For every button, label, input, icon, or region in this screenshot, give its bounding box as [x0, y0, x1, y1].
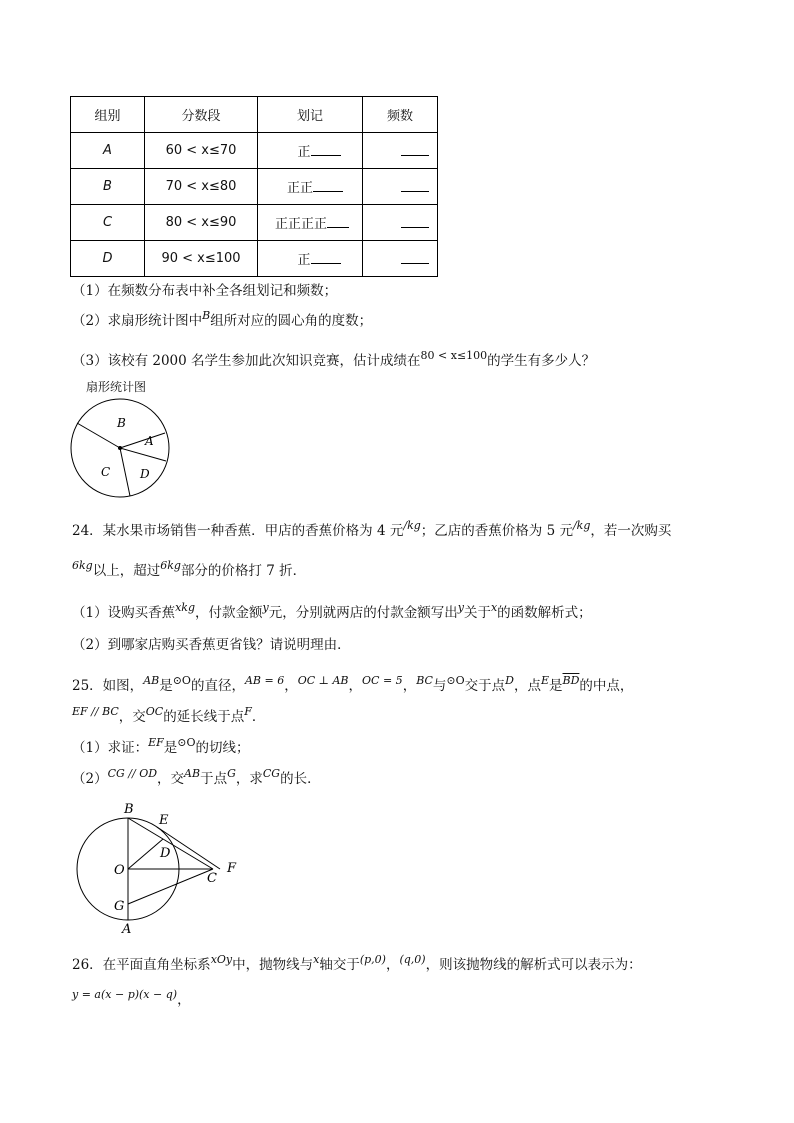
text: ，付款金额 — [195, 605, 263, 621]
text: ， — [177, 992, 191, 1008]
math: CG — [262, 767, 281, 780]
text: ，则该抛物线的解析式可以表示为： — [425, 957, 642, 973]
math: y — [262, 601, 269, 614]
pie-center — [118, 446, 122, 450]
math: xkg — [175, 601, 196, 614]
label-d: D — [160, 846, 171, 861]
text: ，求 — [235, 771, 263, 787]
frequency-cell — [363, 133, 438, 169]
math: EF — [148, 736, 164, 749]
tally-text: 正正正正 — [274, 217, 327, 232]
text: 24．某水果市场销售一种香蕉．甲店的香蕉价格为 4 元 — [72, 523, 404, 539]
math: G — [227, 767, 236, 780]
math: /kg — [403, 519, 421, 532]
tally-cell — [258, 169, 363, 205]
segment-bc — [128, 818, 213, 869]
header-tally: 划记 — [258, 97, 363, 133]
q26-line1 — [72, 955, 642, 976]
pie-label-b: B — [117, 416, 126, 430]
text: 轴交于 — [319, 957, 360, 973]
math: AB — [184, 767, 201, 780]
math: 80 < x≤100 — [420, 349, 488, 362]
pie-divider — [120, 448, 130, 496]
frequency-cell — [363, 241, 438, 277]
text: 元，分别就两店的付款金额写出 — [268, 605, 458, 621]
text: （2） — [72, 771, 108, 787]
tally-text: 正 — [297, 145, 311, 160]
group-cell: A — [71, 133, 145, 169]
geometry-figure — [72, 798, 252, 938]
math-arc: BD — [562, 674, 580, 687]
text: （1）求证： — [72, 740, 149, 756]
text: ，交 — [118, 709, 146, 725]
frequency-cell — [363, 205, 438, 241]
tally-cell — [258, 205, 363, 241]
text: （3）该校有 2000 名学生参加此次知识竞赛，估计成绩在 — [72, 353, 421, 369]
math: x — [490, 601, 498, 614]
math: ⊙O — [172, 674, 191, 687]
text: 与 — [432, 678, 447, 694]
range-cell: 70 < x≤80 — [145, 169, 258, 205]
tally-text: 正正 — [286, 181, 313, 196]
math: xOy — [210, 953, 233, 966]
text: 是 — [549, 678, 563, 694]
tally-cell — [258, 241, 363, 277]
math: 6kg — [72, 559, 93, 572]
text: 25．如图， — [72, 678, 144, 694]
math: OC = 5 — [362, 674, 403, 687]
q25-part1 — [72, 738, 250, 759]
frequency-cell — [363, 169, 438, 205]
pie-label-a: A — [145, 434, 154, 448]
pie-label-c: C — [101, 465, 111, 479]
frequency-blank[interactable] — [401, 249, 429, 264]
tally-blank[interactable] — [327, 214, 349, 228]
tally-blank[interactable] — [313, 178, 343, 192]
math: OC ⊥ AB — [297, 674, 349, 687]
header-range: 分数段 — [145, 97, 258, 133]
text: 交于点 — [464, 678, 506, 694]
math: AB = 6 — [244, 674, 285, 687]
q25-part2 — [72, 769, 321, 790]
text: ， — [402, 678, 417, 694]
tally-cell — [258, 133, 363, 169]
label-o: O — [114, 863, 125, 878]
label-e: E — [159, 813, 169, 828]
pie-label-d: D — [140, 467, 150, 481]
text: 以上，超过 — [92, 563, 161, 579]
text: 是 — [159, 678, 173, 694]
math: AB — [143, 674, 160, 687]
math: E — [540, 674, 550, 687]
text: ． — [251, 709, 266, 725]
text: ， — [385, 957, 400, 973]
text: 的切线； — [195, 740, 250, 756]
text: 中，抛物线与 — [232, 957, 314, 973]
range-cell: 80 < x≤90 — [145, 205, 258, 241]
text: 的直径， — [190, 678, 245, 694]
label-f: F — [227, 861, 237, 876]
frequency-blank[interactable] — [401, 177, 429, 192]
text: ，交 — [157, 771, 185, 787]
text: 的学生有多少人？ — [487, 353, 596, 369]
text: ， — [348, 678, 363, 694]
label-a: A — [122, 922, 132, 937]
tally-blank[interactable] — [311, 142, 341, 156]
range-cell: 60 < x≤70 — [145, 133, 258, 169]
q24-line1 — [72, 521, 671, 542]
frequency-table — [70, 96, 438, 277]
text: 部分的价格打 7 折． — [180, 563, 307, 579]
group-cell: B — [71, 169, 145, 205]
math: ⊙O — [177, 736, 196, 749]
table-row — [71, 169, 438, 205]
text: 26．在平面直角坐标系 — [72, 957, 211, 973]
text: 的延长线于点 — [163, 709, 245, 725]
math: (q,0) — [399, 953, 426, 966]
text: ， — [284, 678, 298, 694]
math: /kg — [572, 519, 591, 532]
math: BC — [416, 674, 433, 687]
text: （2）求扇形统计图中 — [72, 313, 203, 329]
q23-part3 — [72, 351, 595, 372]
tally-text: 正 — [297, 253, 311, 268]
pie-chart — [68, 396, 172, 500]
q25-line2 — [72, 707, 265, 728]
segment-cg — [128, 869, 213, 904]
q24-part2: （2）到哪家店购买香蕉更省钱？请说明理由． — [72, 637, 351, 653]
pie-chart-title: 扇形统计图 — [86, 380, 147, 394]
q24-line2 — [72, 561, 306, 582]
pie-divider — [77, 423, 120, 448]
math: y = a(x − p)(x − q) — [72, 988, 178, 1001]
math: 6kg — [160, 559, 181, 572]
math: y — [457, 601, 464, 614]
math: F — [244, 705, 252, 718]
math: CG // OD — [107, 767, 158, 780]
table-row — [71, 241, 438, 277]
label-b: B — [124, 802, 134, 817]
math: OC — [145, 705, 164, 718]
math: (p,0) — [359, 953, 386, 966]
math: EF // BC — [72, 705, 119, 718]
math: B — [202, 309, 211, 322]
range-cell: 90 < x≤100 — [145, 241, 258, 277]
math: D — [505, 674, 514, 687]
text: ；乙店的香蕉价格为 5 元 — [420, 523, 573, 539]
pie-divider — [120, 448, 166, 461]
text: 是 — [163, 740, 178, 756]
text: 的长． — [280, 771, 321, 787]
table-header-row — [71, 97, 438, 133]
q23-part1: （1）在频数分布表中补全各组划记和频数； — [72, 283, 338, 299]
frequency-blank[interactable] — [401, 141, 429, 156]
q24-part1 — [72, 603, 592, 624]
text: （1）设购买香蕉 — [72, 605, 176, 621]
header-group: 组别 — [71, 97, 145, 133]
table-row — [71, 133, 438, 169]
label-g: G — [114, 899, 125, 914]
q23-part2 — [72, 311, 372, 332]
group-cell: D — [71, 241, 145, 277]
text: 关于 — [463, 605, 491, 621]
math: x — [313, 953, 320, 966]
text: 组所对应的圆心角的度数； — [210, 313, 373, 329]
frequency-blank[interactable] — [401, 213, 429, 228]
header-frequency: 频数 — [363, 97, 438, 133]
group-cell: C — [71, 205, 145, 241]
q25-line1 — [72, 676, 633, 697]
label-c: C — [207, 871, 217, 886]
text: 的中点， — [579, 678, 634, 694]
tally-blank[interactable] — [311, 250, 341, 264]
q26-line2 — [72, 990, 191, 1011]
text: ，点 — [513, 678, 541, 694]
table-row — [71, 205, 438, 241]
text: ，若一次购买 — [590, 523, 672, 539]
text: 于点 — [200, 771, 228, 787]
text: 的函数解析式； — [497, 605, 592, 621]
pie-divider — [120, 433, 165, 448]
segment-od — [128, 839, 163, 869]
math: ⊙O — [446, 674, 465, 687]
